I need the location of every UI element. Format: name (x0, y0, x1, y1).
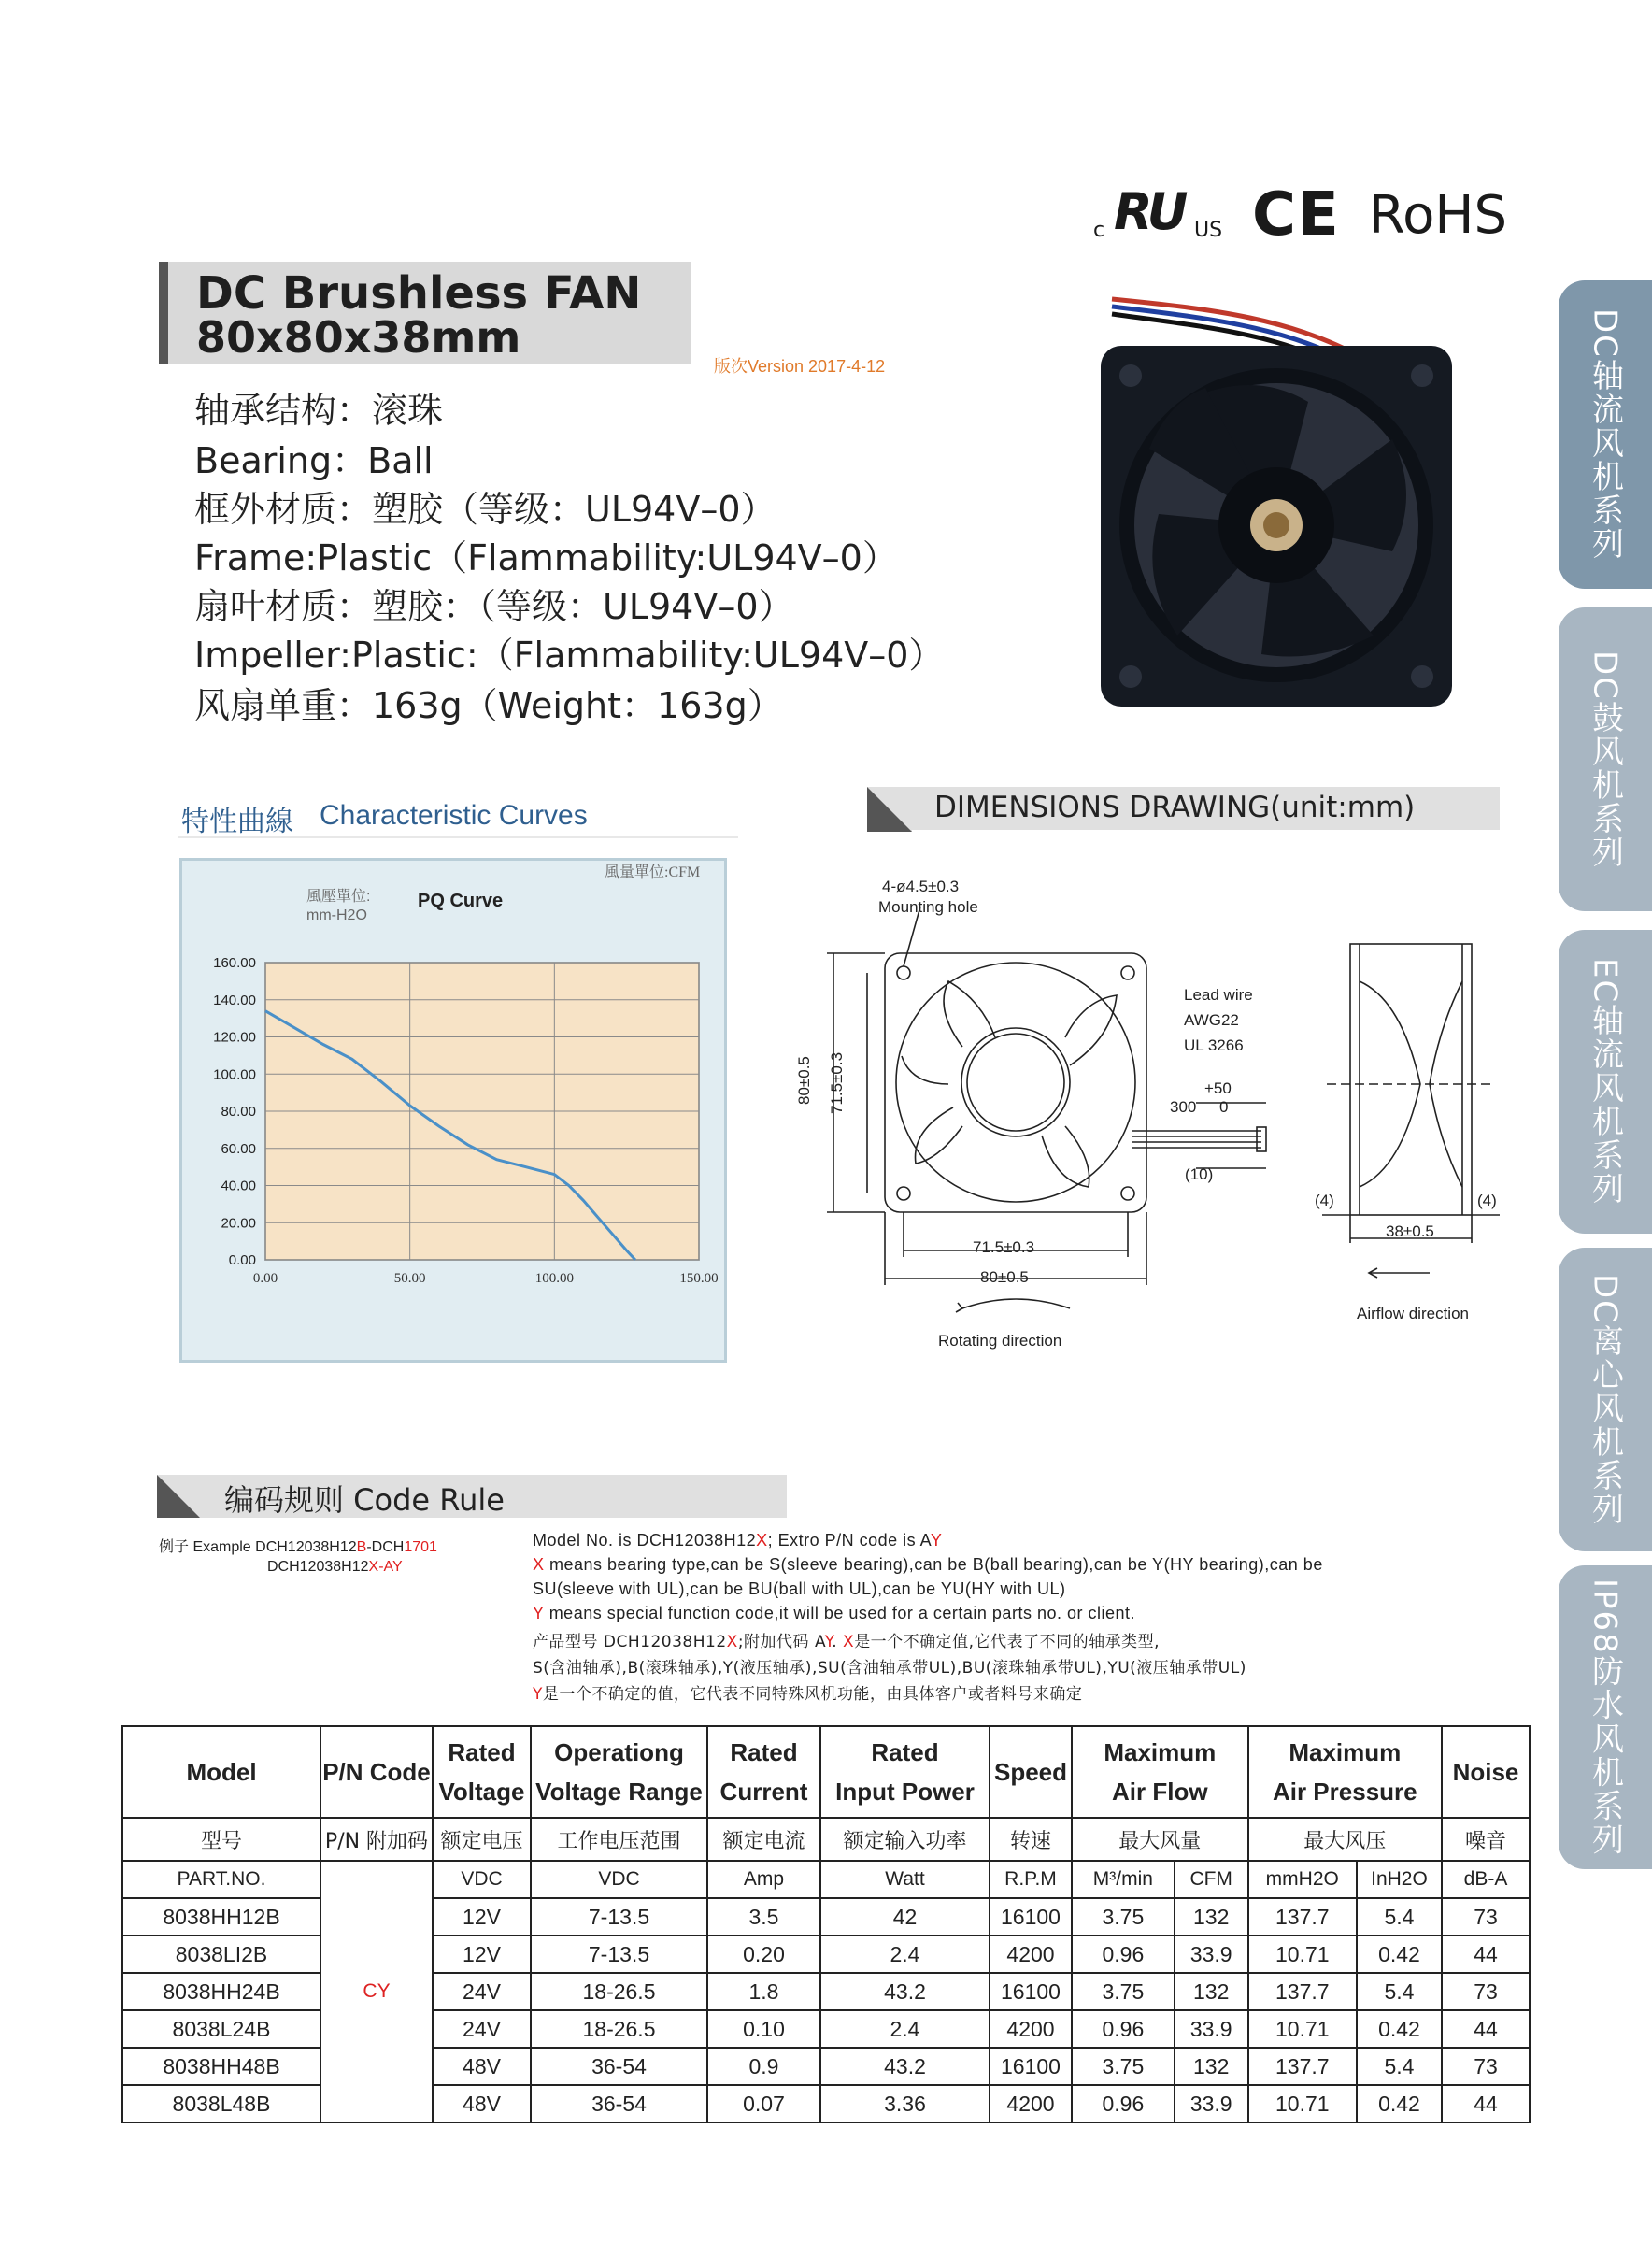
pn-code-cell: CY (320, 1861, 433, 2122)
rule-line-3: SU(sleeve with UL),can be BU(ball with UL),can be YU(HY with UL) (533, 1579, 1066, 1598)
version-label: 版次Version 2017-4-12 (714, 357, 886, 376)
pq-y-tick-label: 80.00 (221, 1104, 256, 1120)
pq-unit-left: 風壓單位: (306, 889, 371, 905)
spec-impeller-cn: 扇叶材质：塑胶：（等级：UL94V–0） (194, 586, 794, 627)
dim-depth: 38±0.5 (1386, 1222, 1434, 1240)
dim-hole-spec: 4-ø4.5±0.3 (882, 878, 960, 895)
th-rated-current: Rated Current (707, 1726, 820, 1818)
table-row: 8038L24B 24V 18-26.5 0.10 2.4 4200 0.96 33.9 10.71 0.42 44 (122, 2010, 1530, 2048)
pq-unit-left2: mm-H2O (306, 907, 367, 923)
pq-y-tick-label: 60.00 (221, 1140, 256, 1157)
certification-marks (1093, 178, 1507, 252)
pq-y-tick-label: 160.00 (213, 955, 256, 971)
example-line1: 例子 Example DCH12038H12B-DCH1701 (159, 1539, 437, 1555)
pq-unit-right: 風量單位:CFM (605, 864, 701, 880)
product-size: 80x80x38mm (196, 312, 521, 363)
dimensions-header: DIMENSIONS DRAWING(unit:mm) (934, 791, 1416, 824)
pq-y-tick-label: 0.00 (228, 1252, 256, 1268)
pq-x-tick-label: 100.00 (534, 1271, 574, 1286)
side-tab-dc-centrifugal[interactable]: DC离心风机系列 (1559, 1248, 1652, 1551)
table-row: 8038LI2B 12V 7-13.5 0.20 2.4 4200 0.96 33.9 10.71 0.42 44 (122, 1936, 1530, 1973)
fan-outline (885, 953, 1146, 1212)
dim-outer-h: 80±0.5 (980, 1268, 1029, 1286)
spec-bearing-cn: 轴承结构：滚珠 (194, 390, 444, 431)
table-row: 8038HH48B 48V 36-54 0.9 43.2 16100 3.75 132 137.7 5.4 73 (122, 2048, 1530, 2085)
th-model: Model (122, 1726, 320, 1818)
dim-lead1: Lead wire (1184, 986, 1253, 1004)
side-tab-dc-blower[interactable]: DC鼓风机系列 (1559, 607, 1652, 911)
dim-inner-v: 71.5±0.3 (828, 1051, 846, 1114)
rule-line-2: X means bearing type,can be S(sleeve bearing),can be B(ball bearing),can be Y(HY bearing),can be (533, 1555, 1323, 1574)
dim-lead3: UL 3266 (1184, 1036, 1244, 1054)
dimension-drawing (785, 860, 1532, 1383)
product-title: DC Brushless FAN (196, 267, 642, 320)
table-row: 8038HH12B 12V 7-13.5 3.5 42 16100 3.75 132 137.7 5.4 73 (122, 1898, 1530, 1936)
rohs-logo: RoHS (1368, 184, 1507, 246)
th-input-power: Rated Input Power (820, 1726, 990, 1818)
pq-chart (179, 858, 727, 1363)
rule-line-6: S(含油轴承),B(滚珠轴承),Y(液压轴承),SU(含油轴承带UL),BU(滚珠轴承带UL),YU(液压轴承带UL) (533, 1659, 1246, 1678)
table-header-row (122, 1726, 1530, 1818)
ul-logo: c RU US (1093, 182, 1223, 242)
table-row: 8038L48B 48V 36-54 0.07 3.36 4200 0.96 33.9 10.71 0.42 44 (122, 2085, 1530, 2122)
th-speed: Speed (990, 1726, 1072, 1818)
pq-x-tick-label: 150.00 (679, 1271, 719, 1286)
rule-line-7: Y是一个不确定的值，它代表不同特殊风机功能，由具体客户或者料号来确定 (533, 1685, 1083, 1704)
spec-impeller-en: Impeller:Plastic:（Flammability:UL94V–0） (194, 635, 945, 676)
dim-tol-top: +50 (1204, 1079, 1232, 1097)
side-tab-ip68[interactable]: IP68防水风机系列 (1559, 1565, 1652, 1869)
dim-airflow: Airflow direction (1357, 1305, 1469, 1322)
table-cn-row: 型号 P/N 附加码 额定电压 工作电压范围 额定电流 额定输入功率 转速 最大风量 最大风压 噪音 (122, 1818, 1530, 1861)
side-tab-dc-axial[interactable]: DC轴流风机系列 (1559, 280, 1652, 589)
rule-line-1: Model No. is DCH12038H12X; Extro P/N code is AY (533, 1531, 943, 1550)
th-rated-voltage: Rated Voltage (433, 1726, 531, 1818)
dim-rotating: Rotating direction (938, 1332, 1062, 1350)
dim-side-left: (4) (1315, 1192, 1334, 1209)
table-unit-row: PART.NO. CY VDC VDC Amp Watt R.P.M M³/min CFM mmH2O InH2O dB-A (122, 1861, 1530, 1898)
rule-line-5: 产品型号 DCH12038H12X;附加代码 AY. X是一个不确定值,它代表了不同的轴承类型, (533, 1633, 1160, 1651)
rule-line-4: Y means special function code,it will be used for a certain parts no. or client. (533, 1604, 1135, 1622)
pq-y-tick-label: 120.00 (213, 1029, 256, 1046)
pq-x-tick-label: 50.00 (393, 1271, 426, 1286)
pq-y-tick-label: 140.00 (213, 992, 256, 1008)
th-voltage-range: Operationg Voltage Range (531, 1726, 707, 1818)
code-rule-header: 编码规则 Code Rule (224, 1482, 505, 1518)
spec-bearing-en: Bearing：Ball (194, 440, 434, 481)
spec-frame-en: Frame:Plastic（Flammability:UL94V–0） (194, 537, 898, 579)
curves-header: 特性曲線 Characteristic Curves (178, 793, 738, 838)
th-air-flow: Maximum Air Flow (1072, 1726, 1248, 1818)
th-pn-code: P/N Code (320, 1726, 433, 1818)
fan-photo (1093, 280, 1467, 720)
th-air-pressure: Maximum Air Pressure (1248, 1726, 1442, 1818)
dim-tol-left: 300 (1170, 1098, 1197, 1116)
pq-y-tick-label: 40.00 (221, 1178, 256, 1194)
title-block (159, 262, 691, 364)
side-tab-ec-axial[interactable]: EC轴流风机系列 (1559, 930, 1652, 1234)
table-row: 8038HH24B 24V 18-26.5 1.8 43.2 16100 3.75 132 137.7 5.4 73 (122, 1973, 1530, 2010)
dim-tol-zero: 0 (1219, 1098, 1229, 1116)
dim-side-right: (4) (1477, 1192, 1497, 1209)
example-line2: DCH12038H12X-AY (267, 1559, 403, 1575)
spec-weight: 风扇单重：163g（Weight：163g） (194, 685, 783, 726)
spec-table (121, 1725, 1531, 2123)
dim-inner-h: 71.5±0.3 (973, 1238, 1035, 1256)
dim-outer-v: 80±0.5 (795, 1056, 813, 1105)
dim-lead-len: (10) (1185, 1165, 1214, 1183)
spec-frame-cn: 框外材质：塑胶（等级：UL94V–0） (194, 489, 776, 530)
pq-y-tick-label: 20.00 (221, 1215, 256, 1232)
pq-title: PQ Curve (418, 891, 504, 911)
dim-lead2: AWG22 (1184, 1011, 1239, 1029)
dim-hole-label: Mounting hole (878, 898, 978, 916)
th-noise: Noise (1442, 1726, 1530, 1818)
pq-x-tick-label: 0.00 (252, 1271, 278, 1286)
pq-y-tick-label: 100.00 (213, 1066, 256, 1083)
ce-logo: CE (1252, 180, 1341, 250)
